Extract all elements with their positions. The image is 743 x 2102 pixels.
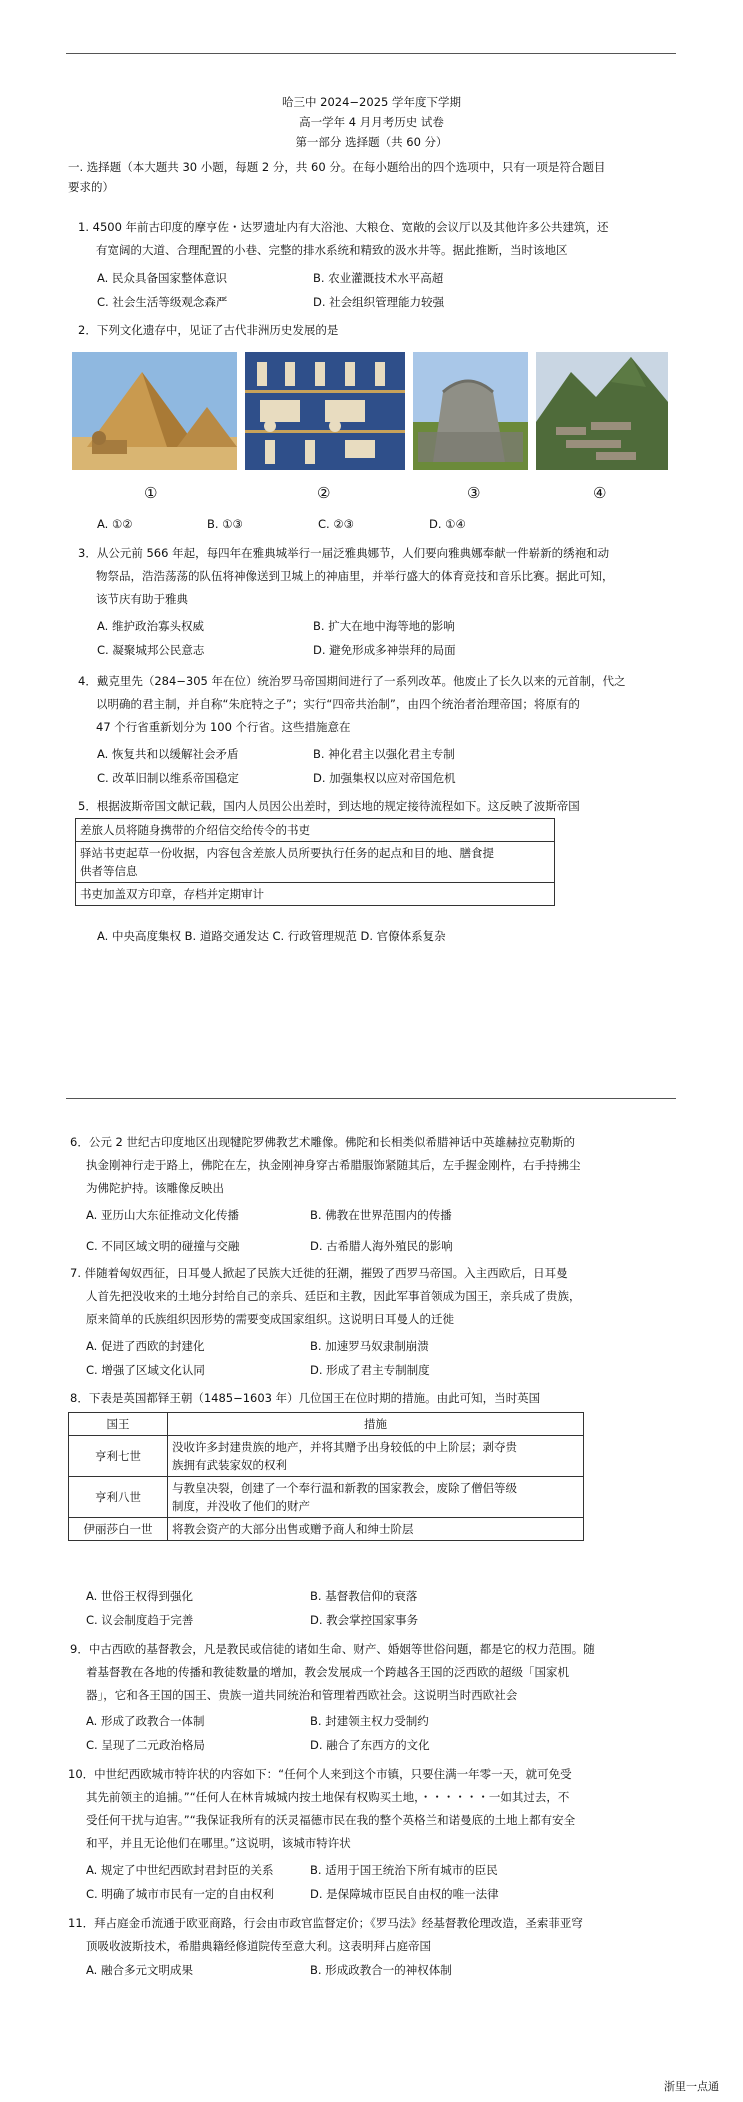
q8-row-measures-line: 没收许多封建贵族的地产，并将其赠予出身较低的中上阶层；剥夺贵 <box>172 1440 517 1454</box>
q8-row-king: 亨利八世 <box>69 1477 168 1518</box>
question-4-option-a[interactable]: A. 恢复共和以缓解社会矛盾 <box>97 747 239 761</box>
question-3-stem-line: 物祭品，浩浩荡荡的队伍将神像送到卫城上的神庙里，并举行盛大的体育竞技和音乐比赛。据此可知， <box>96 569 614 583</box>
question-9-stem-line: 器」，它和各王国的国王、贵族一道共同统治和管理着西欧社会。这说明当时西欧社会 <box>86 1688 518 1702</box>
question-9-option-d[interactable]: D. 融合了东西方的文化 <box>310 1738 430 1752</box>
q8-tudor-table <box>68 1412 584 1541</box>
question-6-stem-line: 执金刚神行走于路上，佛陀在左，执金刚神身穿古希腊服饰紧随其后，左手握金刚杵，右手持拂尘 <box>86 1158 581 1172</box>
question-10-option-b[interactable]: B. 适用于国王统治下所有城市的臣民 <box>310 1863 498 1877</box>
q5-process-table <box>75 818 555 906</box>
question-9-stem-line: 9．中古西欧的基督教会，凡是教民或信徒的诸如生命、财产、婚姻等世俗问题，都是它的权力范围。随 <box>70 1642 595 1656</box>
question-4-stem-line: 4．戴克里先（284−305 年在位）统治罗马帝国期间进行了一系列改革。他废止了长久以来的元首制，代之 <box>78 674 626 688</box>
question-8-option-a[interactable]: A. 世俗王权得到强化 <box>86 1589 193 1603</box>
machu-picchu-image <box>536 352 668 470</box>
question-9-option-a[interactable]: A. 形成了政教合一体制 <box>86 1714 205 1728</box>
pyramids-image <box>72 352 237 470</box>
question-8-option-b[interactable]: B. 基督教信仰的衰落 <box>310 1589 418 1603</box>
question-6-option-a[interactable]: A. 亚历山大东征推动文化传播 <box>86 1208 239 1222</box>
q5-table-step-2-line-2: 供者等信息 <box>80 864 138 878</box>
q8-header-king: 国王 <box>69 1413 168 1436</box>
question-8-option-c[interactable]: C. 议会制度趋于完善 <box>86 1613 194 1627</box>
question-6-option-b[interactable]: B. 佛教在世界范围内的传播 <box>310 1208 452 1222</box>
top-rule <box>66 53 676 54</box>
question-3-option-c[interactable]: C. 凝聚城邦公民意志 <box>97 643 205 657</box>
q8-row-measures-line: 族拥有武装家奴的权利 <box>172 1458 287 1472</box>
question-4-option-d[interactable]: D. 加强集权以应对帝国危机 <box>313 771 456 785</box>
question-10-stem-line: 和平，并且无论他们在哪里。”这说明，该城市特许状 <box>86 1836 351 1850</box>
question-10-option-c[interactable]: C. 明确了城市市民有一定的自由权利 <box>86 1887 274 1901</box>
question-11-stem-line: 顶吸收波斯技术，希腊典籍经修道院传至意大利。这表明拜占庭帝国 <box>86 1939 431 1953</box>
q8-row-measures <box>168 1436 584 1477</box>
image-label-2: ② <box>317 484 331 502</box>
question-4-option-c[interactable]: C. 改革旧制以维系帝国稳定 <box>97 771 239 785</box>
q8-row-king: 亨利七世 <box>69 1436 168 1477</box>
question-7-option-d[interactable]: D. 形成了君主专制制度 <box>310 1363 430 1377</box>
standard-of-ur-image <box>245 352 405 470</box>
q5-table-step-2 <box>76 842 555 883</box>
question-5-options[interactable]: A. 中央高度集权 B. 道路交通发达 C. 行政管理规范 D. 官僚体系复杂 <box>97 929 446 943</box>
question-9-stem-line: 着基督教在各地的传播和教徒数量的增加，教会发展成一个跨越各王国的泛西欧的超级「国家机 <box>86 1665 569 1679</box>
q8-row-measures <box>168 1477 584 1518</box>
question-6-option-c[interactable]: C. 不同区域文明的碰撞与交融 <box>86 1239 240 1253</box>
question-7-stem-line: 人首先把没收来的土地分封给自己的亲兵、廷臣和主教，因此军事首领成为国王，亲兵成了贵族， <box>86 1289 581 1303</box>
question-6-option-d[interactable]: D. 古希腊人海外殖民的影响 <box>310 1239 453 1253</box>
question-4-option-b[interactable]: B. 神化君主以强化君主专制 <box>313 747 455 761</box>
question-10-option-a[interactable]: A. 规定了中世纪西欧封君封臣的关系 <box>86 1863 274 1877</box>
question-2-option-c[interactable]: C. ②③ <box>318 517 354 531</box>
question-7-option-c[interactable]: C. 增强了区域文化认同 <box>86 1363 205 1377</box>
q8-row-measures: 将教会资产的大部分出售或赠予商人和绅士阶层 <box>168 1518 584 1541</box>
question-2-option-a[interactable]: A. ①② <box>97 517 133 531</box>
question-8-stem: 8．下表是英国都铎王朝（1485−1603 年）几位国王在位时期的措施。由此可知，当时英国 <box>70 1391 541 1405</box>
question-1-stem-line: 有宽阔的大道、合理配置的小巷、完整的排水系统和精致的汲水井等。据此推断，当时该地区 <box>96 243 568 257</box>
q5-table-step-1: 差旅人员将随身携带的介绍信交给传令的书吏 <box>76 819 555 842</box>
q5-table-step-2-line-1: 驿站书吏起草一份收据，内容包含差旅人员所要执行任务的起点和目的地、膳食提 <box>80 846 494 860</box>
question-3-stem-line: 3．从公元前 566 年起，每四年在雅典城举行一届泛雅典娜节，人们要向雅典娜奉献一件崭新的绣袍和动 <box>78 546 610 560</box>
q8-header-measures: 措施 <box>168 1413 584 1436</box>
image-label-3: ③ <box>467 484 481 502</box>
exam-subtitle: 高一学年 4 月月考历史 试卷 <box>299 115 444 129</box>
question-4-stem-line: 47 个行省重新划分为 100 个行省。这些措施意在 <box>96 720 351 734</box>
question-5-stem: 5．根据波斯帝国文献记载，国内人员因公出差时，到达地的规定接待流程如下。这反映了波斯帝国 <box>78 799 580 813</box>
question-3-option-b[interactable]: B. 扩大在地中海等地的影响 <box>313 619 455 633</box>
question-10-stem-line: 受任何干扰与迫害。”“我保证我所有的沃灵福德市民在我的整个英格兰和诺曼底的土地上都有安全 <box>86 1813 576 1827</box>
page-divider <box>66 1098 676 1099</box>
question-7-stem-line: 原来简单的氏族组织因形势的需要变成国家组织。这说明日耳曼人的迁徙 <box>86 1312 454 1326</box>
question-4-stem-line: 以明确的君主制，并自称“朱庇特之子”；实行“四帝共治制”，由四个统治者治理帝国；将原有的 <box>96 697 580 711</box>
question-7-stem-line: 7. 伴随着匈奴西征，日耳曼人掀起了民族大迁徙的狂潮，摧毁了西罗马帝国。入主西欧后，日耳曼 <box>70 1266 568 1280</box>
question-8-option-d[interactable]: D. 教会掌控国家事务 <box>310 1613 419 1627</box>
q5-table-step-3: 书吏加盖双方印章，存档并定期审计 <box>76 883 555 906</box>
exam-title: 哈三中 2024−2025 学年度下学期 <box>282 95 461 109</box>
question-9-option-b[interactable]: B. 封建领主权力受制约 <box>310 1714 429 1728</box>
question-11-option-b[interactable]: B. 形成政教合一的神权体制 <box>310 1963 452 1977</box>
question-2-stem: 2．下列文化遗存中，见证了古代非洲历史发展的是 <box>78 323 339 337</box>
exam-header <box>0 92 743 152</box>
q8-row-measures-line: 制度，并没收了他们的财产 <box>172 1499 310 1513</box>
question-10-stem-line: 10．中世纪西欧城市特许状的内容如下：“任何个人来到这个市镇，只要住满一年零一天，就可免受 <box>68 1767 572 1781</box>
question-11-stem-line: 11．拜占庭金币流通于欧亚商路，行会由市政官监督定价；《罗马法》经基督教伦理改造，圣索菲亚穹 <box>68 1916 583 1930</box>
watermark-text: 浙里一点通 <box>664 2080 719 2093</box>
question-2-option-d[interactable]: D. ①④ <box>429 517 466 531</box>
question-1-option-d[interactable]: D. 社会组织管理能力较强 <box>313 295 445 309</box>
instructions-line-2: 要求的） <box>68 180 114 194</box>
question-1-stem-line: 1. 4500 年前古印度的摩亨佐・达罗遗址内有大浴池、大粮仓、宽敞的会议厅以及其他许多公共建筑，还 <box>78 220 609 234</box>
question-7-option-b[interactable]: B. 加速罗马奴隶制崩溃 <box>310 1339 429 1353</box>
q8-row-measures-line: 与教皇决裂，创建了一个奉行温和新教的国家教会，废除了僧侣等级 <box>172 1481 517 1495</box>
q8-row-king: 伊丽莎白一世 <box>69 1518 168 1541</box>
image-label-4: ④ <box>593 484 607 502</box>
question-6-stem-line: 6．公元 2 世纪古印度地区出现犍陀罗佛教艺术雕像。佛陀和长相类似希腊神话中英雄赫拉克勒斯的 <box>70 1135 575 1149</box>
question-3-option-d[interactable]: D. 避免形成多神崇拜的局面 <box>313 643 456 657</box>
question-11-option-a[interactable]: A. 融合多元文明成果 <box>86 1963 193 1977</box>
question-10-option-d[interactable]: D. 是保障城市臣民自由权的唯一法律 <box>310 1887 499 1901</box>
question-1-option-a[interactable]: A. 民众具备国家整体意识 <box>97 271 227 285</box>
question-3-stem-line: 该节庆有助于雅典 <box>96 592 188 606</box>
question-7-option-a[interactable]: A. 促进了西欧的封建化 <box>86 1339 205 1353</box>
question-1-option-b[interactable]: B. 农业灌溉技术水平高超 <box>313 271 444 285</box>
image-label-1: ① <box>144 484 158 502</box>
question-2-option-b[interactable]: B. ①③ <box>207 517 243 531</box>
question-10-stem-line: 其先前领主的追捕。”“任何人在林肯城城内按土地保有权购买土地，・・・・・・一如其过去，不 <box>86 1790 570 1804</box>
great-zimbabwe-image <box>413 352 528 470</box>
part-heading: 第一部分 选择题（共 60 分） <box>295 135 448 149</box>
question-1-option-c[interactable]: C. 社会生活等级观念森严 <box>97 295 228 309</box>
question-6-stem-line: 为佛陀护持。该雕像反映出 <box>86 1181 224 1195</box>
instructions-line-1: 一. 选择题（本大题共 30 小题，每题 2 分，共 60 分。在每小题给出的四个选项中，只有一项是符合题目 <box>68 160 606 174</box>
question-3-option-a[interactable]: A. 维护政治寡头权威 <box>97 619 204 633</box>
question-9-option-c[interactable]: C. 呈现了二元政治格局 <box>86 1738 205 1752</box>
